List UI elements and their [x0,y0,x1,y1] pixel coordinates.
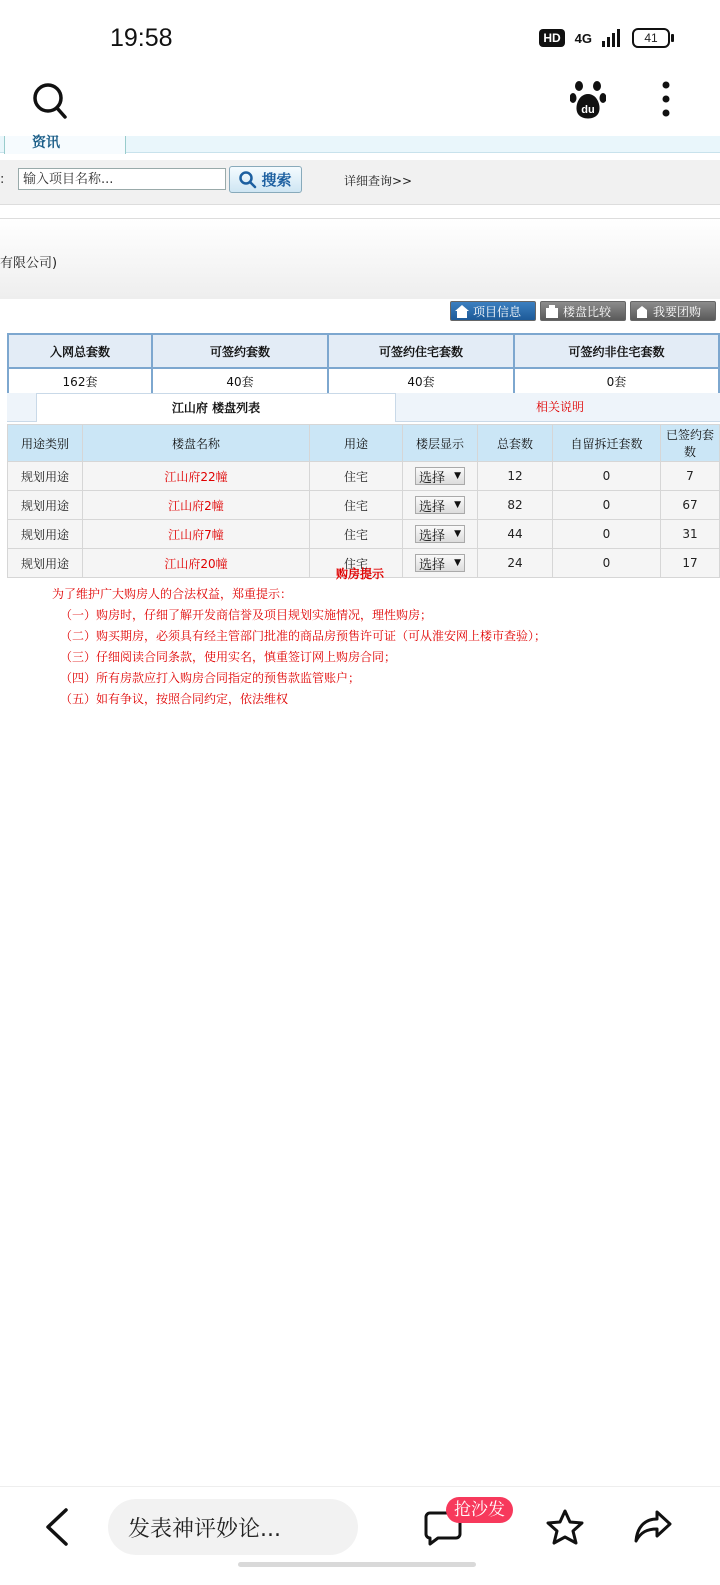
summary-header: 可签约非住宅套数 [514,334,719,368]
column-header: 楼盘名称 [83,425,310,462]
home-icon [455,305,469,318]
project-header [0,218,720,299]
compare-button[interactable] [540,301,626,321]
cell-reserved: 0 [553,520,661,549]
cell-total: 12 [478,462,553,491]
project-info-button[interactable] [450,301,536,321]
tips-intro: 为了维护广大购房人的合法权益，郑重提示： [52,587,293,601]
dropdown-arrow-icon: ▼ [454,471,461,481]
summary-value: 0套 [514,368,719,394]
hd-badge: HD [539,29,564,47]
building-link[interactable]: 江山府22幢 [83,462,310,491]
dropdown-arrow-icon: ▼ [454,500,461,510]
building-link[interactable]: 江山府20幢 [83,549,310,578]
group-buy-label: 我要团购 [653,304,702,319]
search-icon[interactable] [32,82,68,120]
cell-category: 规划用途 [8,520,83,549]
cell-signed: 67 [661,491,720,520]
floor-select[interactable] [415,496,465,514]
floor-select[interactable] [415,467,465,485]
purchase-tips [52,584,546,710]
group-icon [635,305,649,318]
dropdown-arrow-icon: ▼ [454,529,461,539]
project-info-label: 项目信息 [473,304,522,319]
cell-category: 规划用途 [8,462,83,491]
column-header: 用途类别 [8,425,83,462]
battery-icon: 41 [632,28,670,48]
floor-select-value: 选择 [419,528,446,544]
star-icon[interactable] [545,1508,585,1546]
cell-use: 住宅 [310,520,403,549]
tab-building-list[interactable]: 江山府 楼盘列表 [36,393,396,422]
cell-reserved: 0 [553,491,661,520]
share-icon[interactable] [633,1508,673,1544]
tip-item: （二）购买期房，必须具有经主管部门批准的商品房预售许可证（可从淮安网上楼市查验）； [60,629,547,643]
cell-reserved: 0 [553,462,661,491]
nav-tab-news[interactable]: 资讯 [32,135,60,151]
search-prefix: : [0,172,5,187]
summary-value: 162套 [8,368,152,394]
floor-select[interactable] [415,525,465,543]
comment-input[interactable]: 发表神评妙论... [108,1499,358,1555]
column-header: 用途 [310,425,403,462]
compare-label: 楼盘比较 [563,304,612,319]
column-header: 自留拆迁套数 [553,425,661,462]
project-search-input[interactable]: 输入项目名称... [18,168,226,190]
floor-select-value: 选择 [419,557,446,573]
tab-related-info[interactable]: 相关说明 [535,400,584,414]
status-time: 19:58 [110,24,173,52]
cell-category: 规划用途 [8,549,83,578]
summary-header: 入网总套数 [8,334,152,368]
tip-item: （五）如有争议，按照合同约定，依法维权 [60,692,289,706]
cell-category: 规划用途 [8,491,83,520]
column-header: 已签约套数 [661,425,720,462]
tip-item: （四）所有房款应打入购房合同指定的预售款监管账户； [60,671,361,685]
network-label: 4G [574,30,592,46]
cell-total: 44 [478,520,553,549]
back-icon[interactable] [44,1508,70,1546]
dropdown-arrow-icon: ▼ [454,558,461,568]
baidu-paw-icon[interactable] [570,78,606,120]
group-buy-button[interactable] [630,301,716,321]
cell-signed: 17 [661,549,720,578]
cell-use: 住宅 [310,549,403,578]
cell-signed: 31 [661,520,720,549]
project-actions [450,300,716,322]
tip-item: （一）购房时，仔细了解开发商信誉及项目规划实施情况，理性购房； [60,608,433,622]
cell-use: 住宅 [310,462,403,491]
tips-title: 购房提示 [335,567,384,581]
table-row [8,491,720,520]
home-indicator [238,1562,476,1567]
summary-value: 40套 [152,368,328,394]
sofa-badge: 抢沙发 [446,1497,513,1523]
cell-reserved: 0 [553,549,661,578]
advanced-search-link[interactable]: 详细查询>> [344,174,413,188]
svg-text:du: du [581,104,595,116]
more-vertical-icon[interactable] [660,80,672,120]
status-icons [539,28,670,48]
summary-header: 可签约住宅套数 [328,334,514,368]
cell-signed: 7 [661,462,720,491]
search-button-label: 搜索 [261,171,292,189]
cell-use: 住宅 [310,491,403,520]
floor-select-value: 选择 [419,470,446,486]
nav-tab-news-bg [4,136,126,154]
tip-item: （三）仔细阅读合同条款，使用实名，慎重签订网上购房合同； [60,650,397,664]
cell-total: 24 [478,549,553,578]
bottom-toolbar [0,1486,720,1585]
table-row [8,520,720,549]
signal-icon [602,29,622,47]
summary-table [7,333,720,395]
column-header: 总套数 [478,425,553,462]
building-icon [545,305,559,318]
building-link[interactable]: 江山府7幢 [83,520,310,549]
cell-total: 82 [478,491,553,520]
search-button[interactable] [229,166,302,193]
floor-select-value: 选择 [419,499,446,515]
company-name: 有限公司) [0,256,58,271]
building-list-table [7,424,720,578]
table-row [8,462,720,491]
summary-header: 可签约套数 [152,334,328,368]
browser-top-bar [0,72,720,132]
magnifier-icon [239,171,257,189]
summary-value: 40套 [328,368,514,394]
column-header: 楼层显示 [403,425,478,462]
building-link[interactable]: 江山府2幢 [83,491,310,520]
